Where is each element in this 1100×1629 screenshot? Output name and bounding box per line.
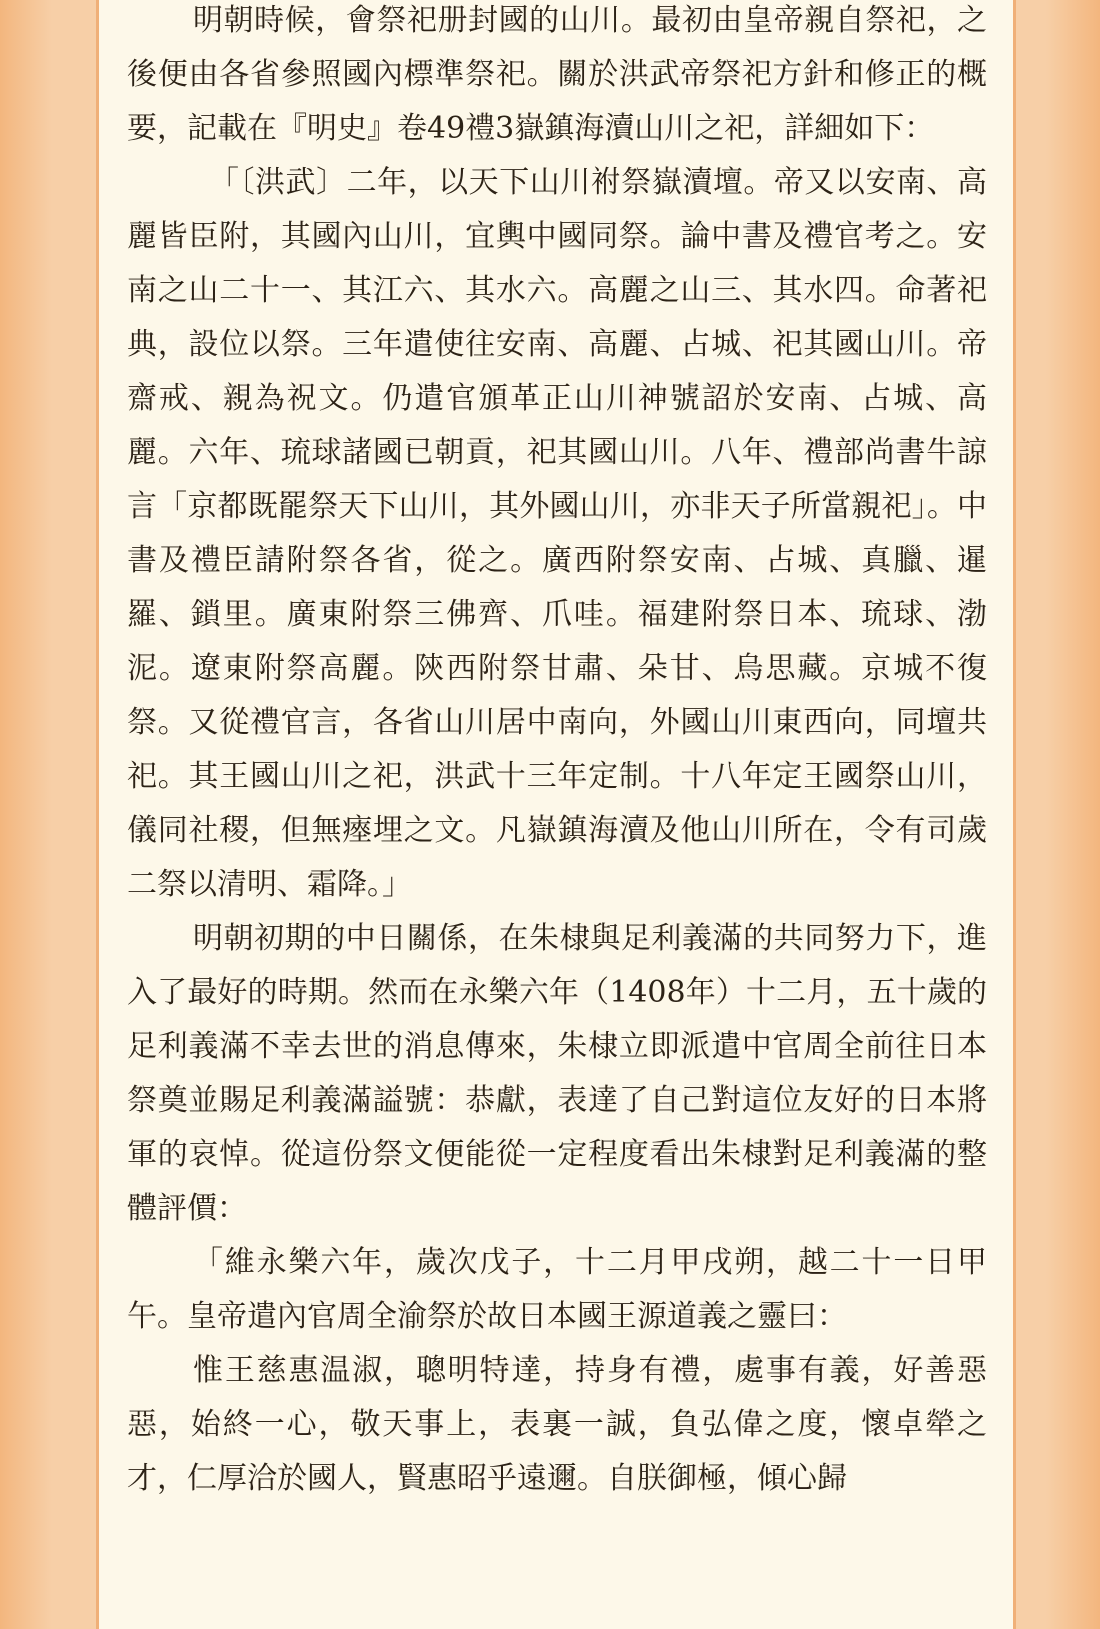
paragraph-intro: 明朝時候，會祭祀册封國的山川。最初由皇帝親自祭祀，之後便由各省參照國內標準祭祀。關於洪武帝祭祀方針和修正的概要，記載在『明史』卷49禮3嶽鎮海瀆山川之祀，詳細如下： (127, 3, 987, 146)
quote-eulogy-body: 惟王慈惠温淑，聰明特達，持身有禮，處事有義，好善惡惡，始終一心，敬天事上，表裏一誠，負弘偉之度，懷卓犖之才，仁厚洽於國人，賢惠昭乎遠邇。自朕御極，傾心歸 (127, 1353, 987, 1496)
document-body (127, 0, 987, 1506)
quote-eulogy-opening: 「維永樂六年，歲次戊子，十二月甲戌朔，越二十一日甲午。皇帝遣內官周全渝祭於故日本國王源道義之靈曰： (127, 1245, 987, 1334)
document-page (96, 0, 1016, 1629)
quote-ming-history: 「〔洪武〕二年，以天下山川祔祭嶽瀆壇。帝又以安南、高麗皆臣附，其國內山川，宜輿中國同祭。論中書及禮官考之。安南之山二十一、其江六、其水六。高麗之山三、其水四。命著祀典，設位以祭。三年遣使往安南、高麗、占城、祀其國山川。帝齋戒、親為祝文。仍遣官頒革正山川神號詔於安南、占城、高麗。六年、琉球諸國已朝貢，祀其國山川。八年、禮部尚書牛諒言「京都既罷祭天下山川，其外國山川，亦非天子所當親祀」。中書及禮臣請附祭各省，從之。廣西附祭安南、占城、真臘、暹羅、鎖里。廣東附祭三佛齊、爪哇。福建附祭日本、琉球、渤泥。遼東附祭高麗。陝西附祭甘肅、朵甘、烏思藏。京城不復祭。又從禮官言，各省山川居中南向，外國山川東西向，同壇共祀。其王國山川之祀，洪武十三年定制。十八年定王國祭山川，儀同社稷，但無瘞埋之文。凡嶽鎮海瀆及他山川所在，令有司歲二祭以清明、霜降。」 (127, 165, 987, 902)
paragraph-relations: 明朝初期的中日關係，在朱棣與足利義滿的共同努力下，進入了最好的時期。然而在永樂六年（1408年）十二月，五十歲的足利義滿不幸去世的消息傳來，朱棣立即派遣中官周全前往日本祭奠並賜足利義滿謚號：恭獻，表達了自己對這位友好的日本將軍的哀悼。從這份祭文便能從一定程度看出朱棣對足利義滿的整體評價： (127, 921, 987, 1226)
